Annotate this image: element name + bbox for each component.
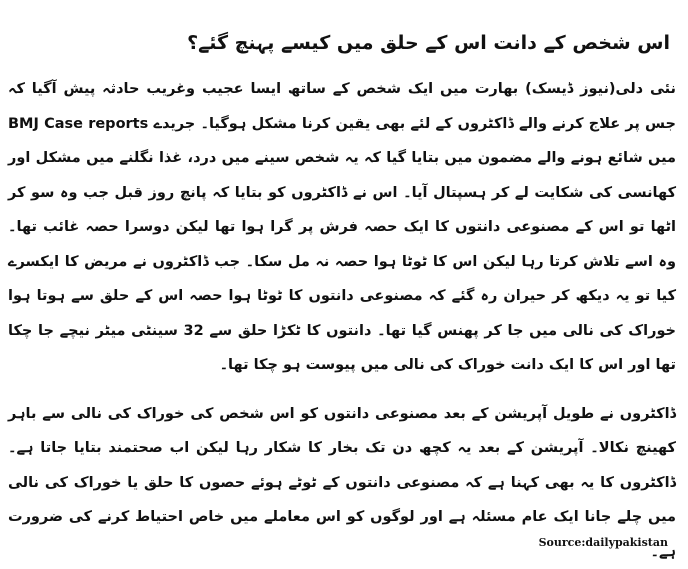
article-paragraph-1: نئی دلی(نیوز ڈیسک) بھارت میں ایک شخص کے ساتھ ایسا عجیب وغریب حادثہ پیش آگیا کہ جس پر علاج کرنے والے ڈاکٹروں کے لئے بھی یقین کرنا مشکل ہوگیا۔ جریدے BMJ Case reports میں شائع ہونے والے مضمون میں بتایا گیا کہ یہ شخص سینے میں درد، غذا نگلنے میں مشکل اور کھانسی کی شکایت لے کر ہسپتال آیا۔ اس نے ڈاکٹروں کو بتایا کہ پانچ روز قبل جب وہ سو کر اٹھا تو اس کے مصنوعی دانتوں کا ایک حصہ فرش پر گرا ہوا تھا لیکن دوسرا حصہ غائب تھا۔ وہ اسے تلاش کرتا رہا لیکن اس کا ٹوٹا ہوا حصہ نہ مل سکا۔ جب ڈاکٹروں نے مریض کا ایکسرے کیا تو یہ دیکھ کر حیران رہ گئے کہ مصنوعی دانتوں کا ٹوٹا ہوا حصہ اس کے حلق سے ہوتا ہوا خوراک کی نالی میں جا کر پھنس گیا تھا۔ دانتوں کا ٹکڑا حلق سے 32 سینٹی میٹر نیچے جا چکا تھا اور اس کا ایک دانت خوراک کی نالی میں پیوست ہو چکا تھا۔ bbox=[8, 72, 676, 383]
source-credit: Source:dailypakistan bbox=[539, 536, 668, 549]
article bbox=[8, 0, 676, 569]
article-paragraph-2: ڈاکٹروں نے طویل آپریشن کے بعد مصنوعی دانتوں کو اس شخص کی خوراک کی نالی سے باہر کھینچ نکالا۔ آپریشن کے بعد یہ کچھ دن تک بخار کا شکار رہا لیکن اب صحتمند بتایا جاتا ہے۔ ڈاکٹروں کا یہ بھی کہنا ہے کہ مصنوعی دانتوں کے ٹوٹے ہوئے حصوں کا حلق یا خوراک کی نالی میں چلے جانا ایک عام مسئلہ ہے اور لوگوں کو اس معاملے میں خاص احتیاط کرنے کی ضرورت ہے۔ bbox=[8, 397, 676, 569]
article-title: اس شخص کے دانت اس کے حلق میں کیسے پہنچ گئے؟ bbox=[8, 28, 676, 58]
